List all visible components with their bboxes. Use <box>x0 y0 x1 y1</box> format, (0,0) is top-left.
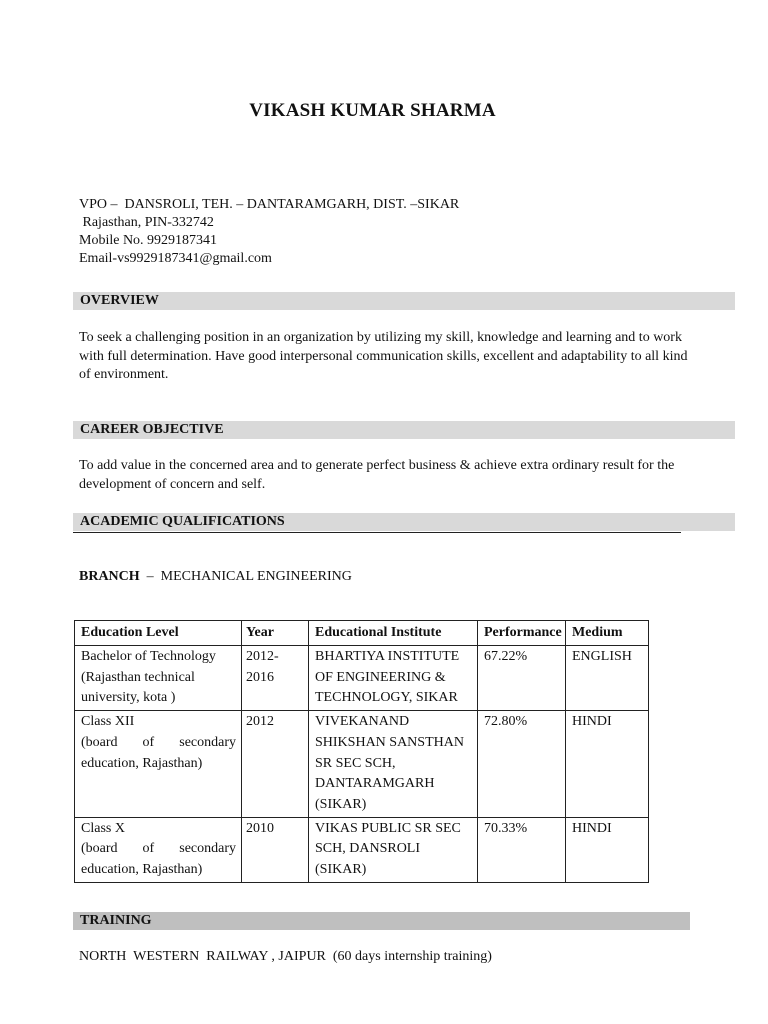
table-row <box>75 646 649 711</box>
education-level-line: education, Rajasthan) <box>81 755 203 771</box>
branch-label: BRANCH <box>79 569 140 584</box>
institute-line: BHARTIYA INSTITUTE <box>315 649 460 664</box>
email-address: Email-vs9929187341@gmail.com <box>79 251 272 266</box>
header-year: Year <box>242 621 309 646</box>
institute-cell <box>309 646 478 711</box>
institute-line: TECHNOLOGY, SIKAR <box>315 690 458 706</box>
header-performance: Performance <box>478 621 566 646</box>
contact-block <box>79 196 459 268</box>
header-medium: Medium <box>566 621 649 646</box>
education-level-line: (Rajasthan technical <box>81 669 195 685</box>
table-row <box>75 711 649 818</box>
table-row <box>75 817 649 882</box>
overview-section-bar <box>73 292 735 310</box>
education-level-cell <box>75 817 242 882</box>
academic-heading: ACADEMIC QUALIFICATIONS <box>80 514 285 529</box>
education-level-line: (board of secondary <box>81 841 236 857</box>
address-line-2: Rajasthan, PIN-332742 <box>79 215 214 230</box>
education-level-line: Class XII <box>81 714 135 730</box>
education-level-line: Bachelor of Technology <box>81 649 216 664</box>
education-level-cell <box>75 646 242 711</box>
overview-heading: OVERVIEW <box>80 293 159 308</box>
training-text: NORTH WESTERN RAILWAY , JAIPUR (60 days internship training) <box>79 949 492 964</box>
institute-line: OF ENGINEERING & <box>315 669 446 685</box>
table-header-row <box>75 621 649 646</box>
education-level-cell <box>75 711 242 818</box>
training-heading: TRAINING <box>80 913 152 928</box>
career-objective-text: To add value in the concerned area and to generate perfect business & achieve extra ordinary result for the development of concern and self. <box>79 458 675 492</box>
institute-line: DANTARAMGARH <box>315 776 435 792</box>
performance-cell: 70.33% <box>478 817 566 882</box>
institute-line: (SIKAR) <box>315 862 367 878</box>
institute-cell <box>309 711 478 818</box>
performance-cell: 67.22% <box>478 646 566 711</box>
header-institute: Educational Institute <box>309 621 478 646</box>
education-level-line: university, kota ) <box>81 690 176 706</box>
medium-cell: HINDI <box>566 817 649 882</box>
branch-separator: – <box>139 569 161 584</box>
candidate-name: VIKASH KUMAR SHARMA <box>249 100 496 121</box>
medium-cell: ENGLISH <box>566 646 649 711</box>
branch-value: MECHANICAL ENGINEERING <box>160 569 352 584</box>
institute-line: SCH, DANSROLI <box>315 841 421 857</box>
education-table <box>74 620 649 883</box>
overview-text: To seek a challenging position in an organization by utilizing my skill, knowledge and learning and to work with full determination. Have good interpersonal communication skills, excellent and adaptability to all kind of environment. <box>79 330 688 382</box>
training-section-bar <box>73 912 690 930</box>
institute-line: (SIKAR) <box>315 796 367 812</box>
year-cell: 2012 <box>242 711 309 818</box>
institute-line: SR SEC SCH, <box>315 755 396 771</box>
medium-cell: HINDI <box>566 711 649 818</box>
education-level-line: education, Rajasthan) <box>81 862 203 878</box>
education-level-line: Class X <box>81 820 125 836</box>
academic-underline <box>73 532 681 533</box>
performance-cell: 72.80% <box>478 711 566 818</box>
year-cell: 2012-2016 <box>242 646 309 711</box>
branch-line <box>79 568 352 586</box>
education-level-line: (board of secondary <box>81 734 236 750</box>
year-cell: 2010 <box>242 817 309 882</box>
institute-line: VIVEKANAND <box>315 714 410 730</box>
institute-line: VIKAS PUBLIC SR SEC <box>315 820 461 836</box>
career-objective-heading: CAREER OBJECTIVE <box>80 422 224 437</box>
header-education-level: Education Level <box>75 621 242 646</box>
mobile-number: Mobile No. 9929187341 <box>79 233 218 248</box>
institute-line: SHIKSHAN SANSTHAN <box>315 734 464 750</box>
address-line-1: VPO – DANSROLI, TEH. – DANTARAMGARH, DIST. –SIKAR <box>79 197 460 212</box>
institute-cell <box>309 817 478 882</box>
